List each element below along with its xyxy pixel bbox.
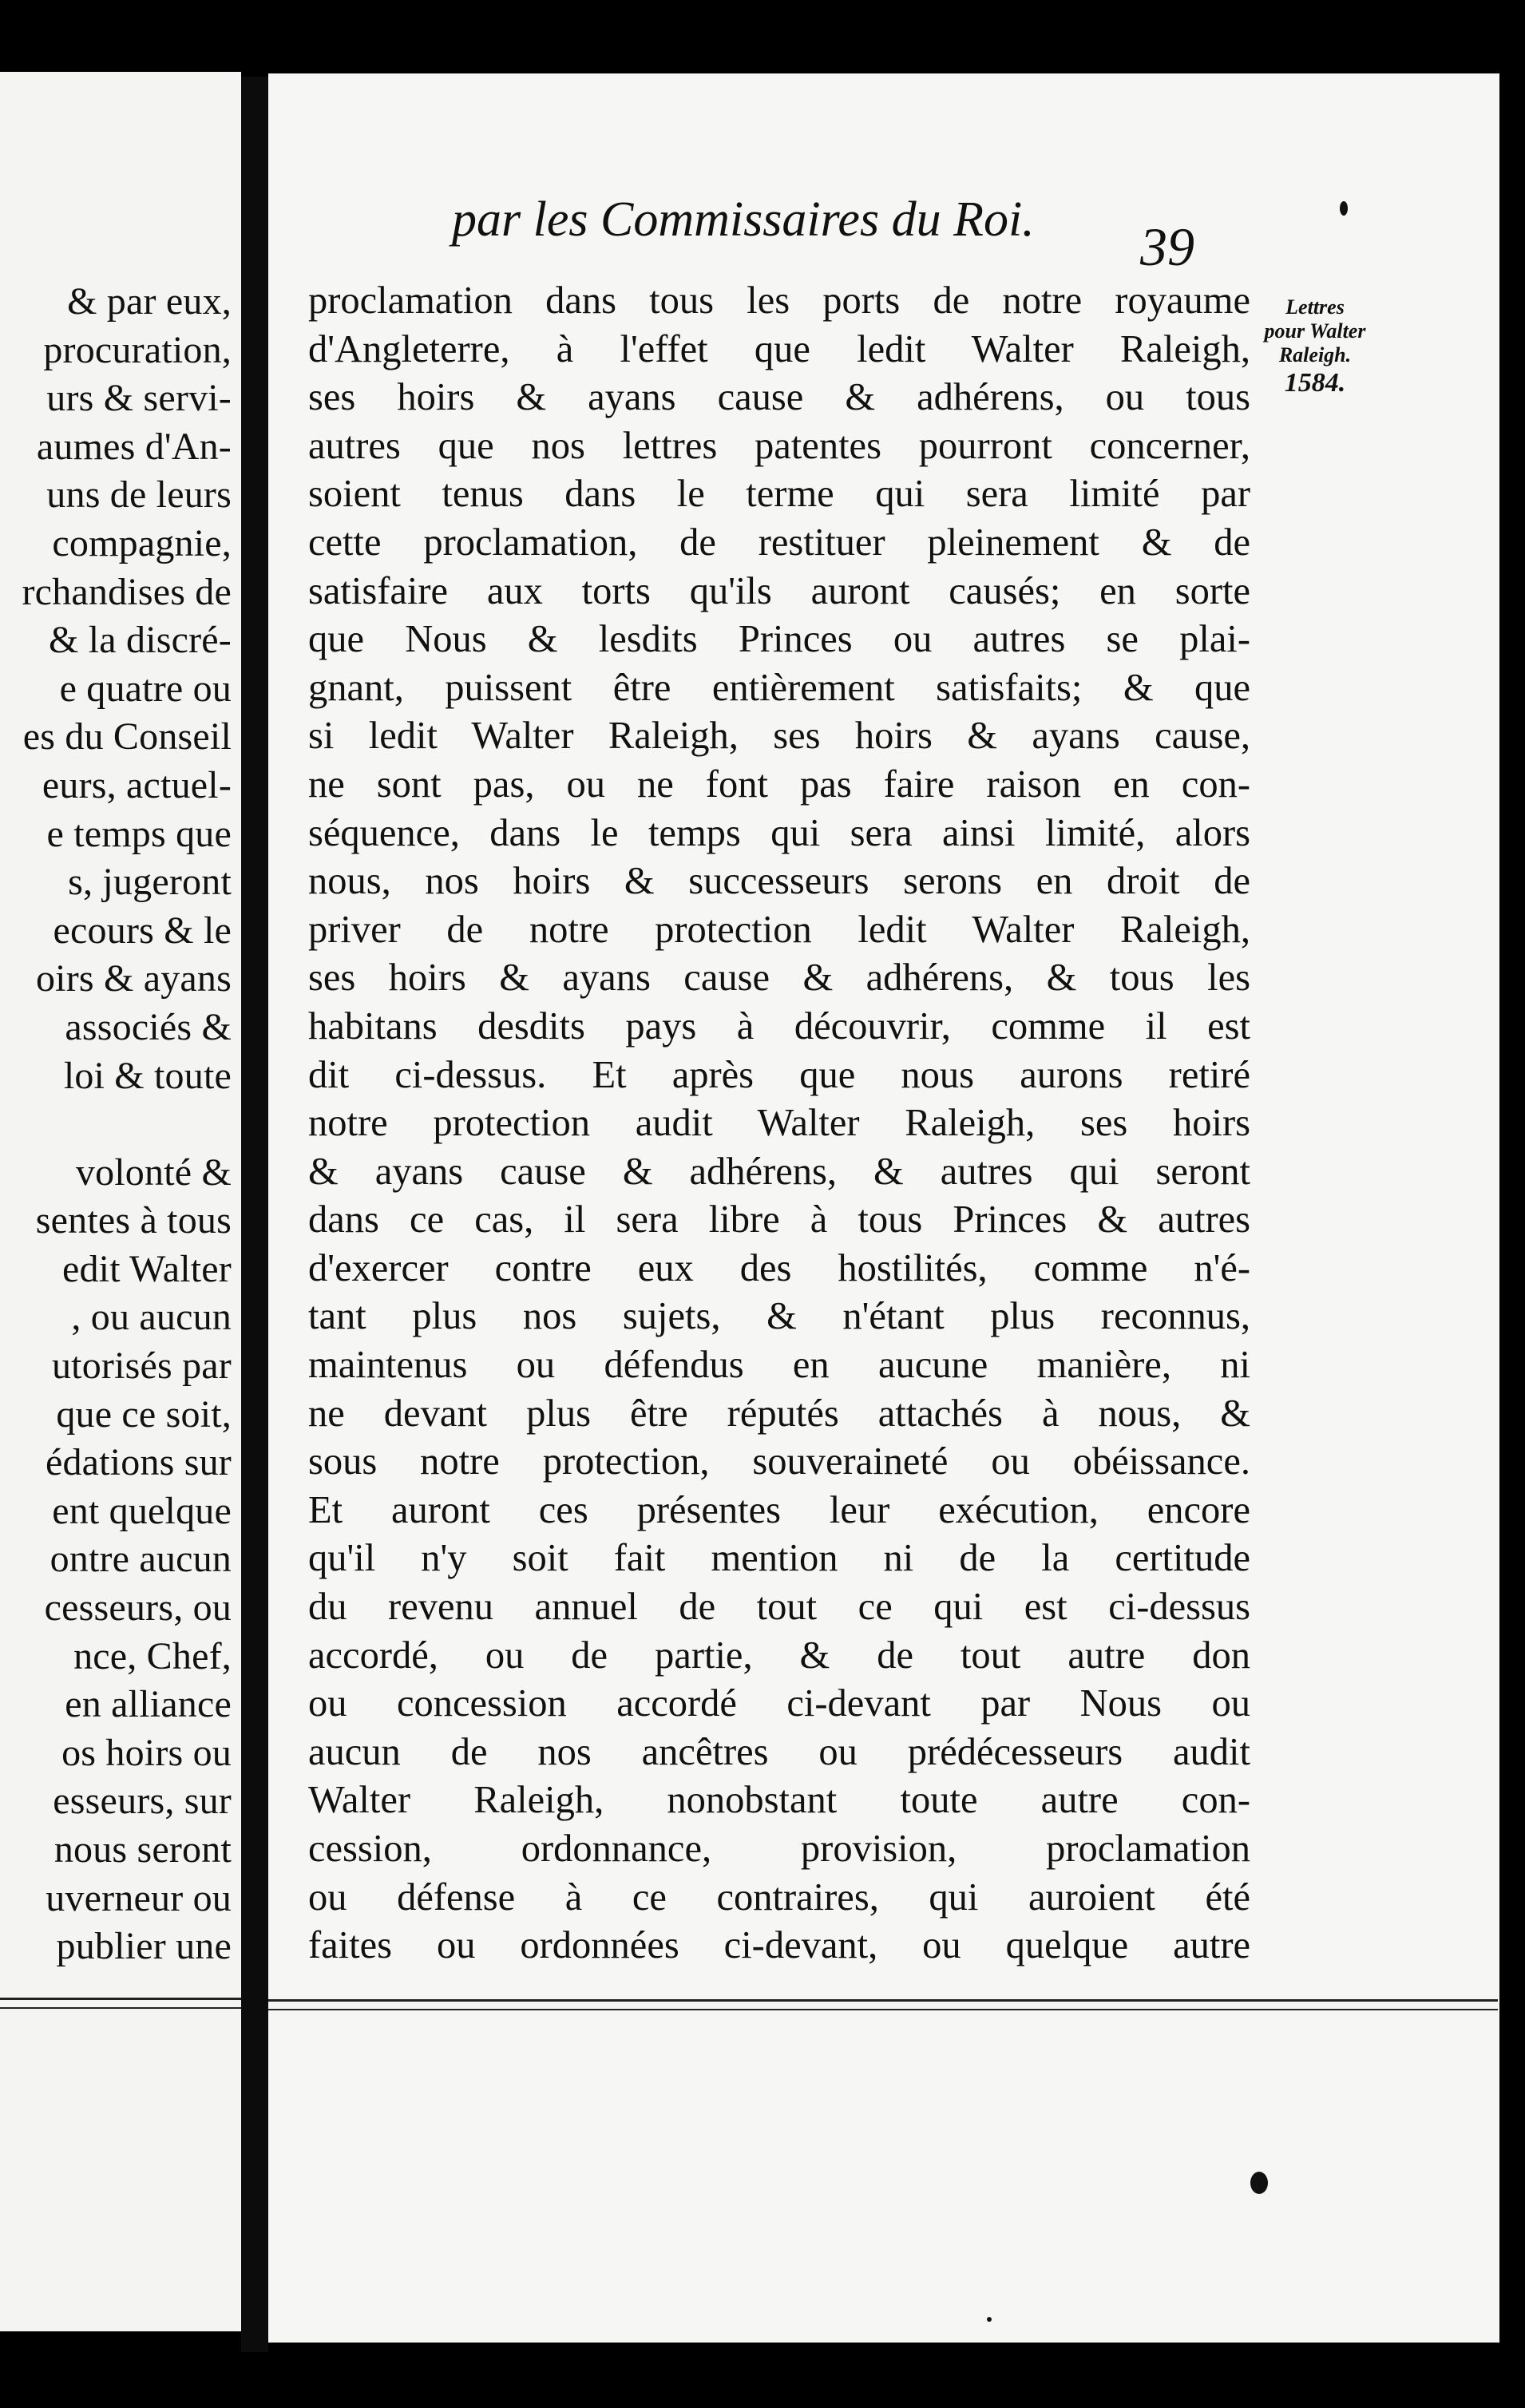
body-line: que Nous & lesdits Princes ou autres se plai- — [308, 618, 1250, 661]
body-line: & ayans cause & adhérens, & autres qui seront — [308, 1150, 1250, 1193]
left-page-line: os hoirs ou — [61, 1731, 232, 1774]
ink-speck — [1250, 2172, 1268, 2194]
body-line: Et auront ces présentes leur exécution, encore — [308, 1488, 1250, 1531]
left-page-line: es du Conseil — [22, 715, 232, 758]
left-page-line: compagnie, — [52, 521, 232, 564]
body-line: dans ce cas, il sera libre à tous Princes & autres — [308, 1198, 1250, 1242]
body-line: priver de notre protection ledit Walter Raleigh, — [308, 908, 1250, 951]
left-page-line: publier une — [56, 1925, 232, 1968]
body-line: habitans desdits pays à découvrir, comme il est — [308, 1004, 1250, 1048]
body-line: gnant, puissent être entièrement satisfaits; & que — [308, 666, 1250, 709]
margin-note-line: pour Walter — [1264, 319, 1366, 343]
left-page-line — [0, 1100, 232, 1149]
body-line: tant plus nos sujets, & n'étant plus reconnus, — [308, 1295, 1250, 1338]
left-page-line: en alliance — [65, 1683, 232, 1726]
left-page-line: uverneur ou — [46, 1876, 232, 1919]
page-number: 39 — [1140, 216, 1194, 277]
running-title: par les Commissaires du Roi. — [452, 192, 1035, 247]
left-page-line: & la discré- — [49, 619, 232, 662]
body-line: ou concession accordé ci-devant par Nous ou — [308, 1682, 1250, 1725]
body-line: Walter Raleigh, nonobstant toute autre con- — [308, 1779, 1250, 1822]
body-line: cette proclamation, de restituer pleinement & de — [308, 521, 1250, 564]
margin-note — [1223, 295, 1407, 399]
left-page-line: eurs, actuel- — [42, 763, 232, 806]
body-line: satisfaire aux torts qu'ils auront causés; en sorte — [308, 569, 1250, 612]
margin-note-line: Raleigh. — [1278, 343, 1352, 366]
left-page-line: cesseurs, ou — [44, 1586, 232, 1630]
left-page-line: associés & — [65, 1005, 232, 1048]
body-line: ou défense à ce contraires, qui auroient été — [308, 1875, 1250, 1919]
body-line: sous notre protection, souveraineté ou obéissance. — [308, 1440, 1250, 1483]
left-page-line: procuration, — [43, 328, 232, 371]
left-page-line: volonté & — [75, 1151, 232, 1194]
left-page-line: utorisés par — [51, 1345, 232, 1388]
body-line: proclamation dans tous les ports de notre royaume — [308, 279, 1250, 322]
left-page-line: & par eux, — [67, 280, 232, 323]
left-page-line: esseurs, sur — [53, 1780, 232, 1823]
left-page-line: e quatre ou — [59, 667, 232, 710]
body-line: si ledit Walter Raleigh, ses hoirs & ayans cause, — [308, 715, 1250, 758]
book-gutter — [241, 77, 268, 2352]
left-page-line: ent quelque — [52, 1489, 232, 1532]
margin-note-year: 1584. — [1284, 368, 1346, 398]
left-page-line: rchandises de — [22, 570, 232, 613]
body-line: aucun de nos ancêtres ou prédécesseurs audit — [308, 1730, 1250, 1773]
left-page-line: édations sur — [45, 1441, 232, 1484]
body-line: nous, nos hoirs & successeurs serons en droit de — [308, 860, 1250, 903]
left-page-line: e temps que — [46, 812, 232, 855]
body-line: ses hoirs & ayans cause & adhérens, & tous les — [308, 956, 1250, 1000]
body-line: d'Angleterre, à l'effet que ledit Walter Raleigh, — [308, 327, 1250, 370]
left-page-line: oirs & ayans — [35, 957, 232, 1000]
left-page-line: ecours & le — [53, 909, 232, 952]
left-page-line: , ou aucun — [71, 1296, 232, 1339]
left-page-line: sentes à tous — [35, 1199, 232, 1242]
left-page-line: loi & toute — [63, 1054, 232, 1097]
body-line: ne sont pas, ou ne font pas faire raison en con- — [308, 762, 1250, 806]
body-line: notre protection audit Walter Raleigh, ses hoirs — [308, 1102, 1250, 1145]
left-page-line: urs & servi- — [46, 377, 232, 420]
body-line: du revenu annuel de tout ce qui est ci-dessus — [308, 1586, 1250, 1629]
left-page-line: ontre aucun — [50, 1538, 232, 1581]
body-line: qu'il n'y soit fait mention ni de la certitude — [308, 1537, 1250, 1580]
body-line: ne devant plus être réputés attachés à nous, & — [308, 1392, 1250, 1435]
body-line: d'exercer contre eux des hostilités, comme n'é- — [308, 1246, 1250, 1289]
body-line: ses hoirs & ayans cause & adhérens, ou tous — [308, 376, 1250, 419]
margin-note-line: Lettres — [1285, 295, 1345, 319]
left-page-line: edit Walter — [61, 1247, 232, 1290]
body-text — [308, 277, 1250, 1970]
body-line: cession, ordonnance, provision, proclamation — [308, 1828, 1250, 1870]
left-page-line: que ce soit, — [56, 1392, 232, 1436]
body-line: dit ci-dessus. Et après que nous aurons retiré — [308, 1053, 1250, 1096]
left-page-text — [0, 278, 232, 1971]
left-page-line: nous seront — [53, 1828, 232, 1871]
body-line: faites ou ordonnées ci-devant, ou quelque autre — [308, 1924, 1250, 1967]
left-page-line: uns de leurs — [46, 473, 232, 517]
left-page-line: s, jugeront — [68, 861, 232, 904]
left-page — [0, 72, 241, 2331]
left-page-line: nce, Chef, — [73, 1634, 232, 1677]
right-page — [268, 73, 1499, 2343]
ink-speck — [987, 2317, 992, 2322]
body-line: séquence, dans le temps qui sera ainsi limité, alors — [308, 811, 1250, 854]
body-line: accordé, ou de partie, & de tout autre don — [308, 1634, 1250, 1677]
right-page-footer-rule — [268, 1999, 1498, 2010]
body-line: autres que nos lettres patentes pourront concerner, — [308, 424, 1250, 467]
ink-speck — [1340, 201, 1348, 216]
left-page-footer-rule — [0, 1998, 241, 2009]
left-page-line: aumes d'An- — [36, 425, 232, 468]
body-line: soient tenus dans le terme qui sera limité par — [308, 473, 1250, 516]
body-line: maintenus ou défendus en aucune manière, ni — [308, 1344, 1250, 1387]
